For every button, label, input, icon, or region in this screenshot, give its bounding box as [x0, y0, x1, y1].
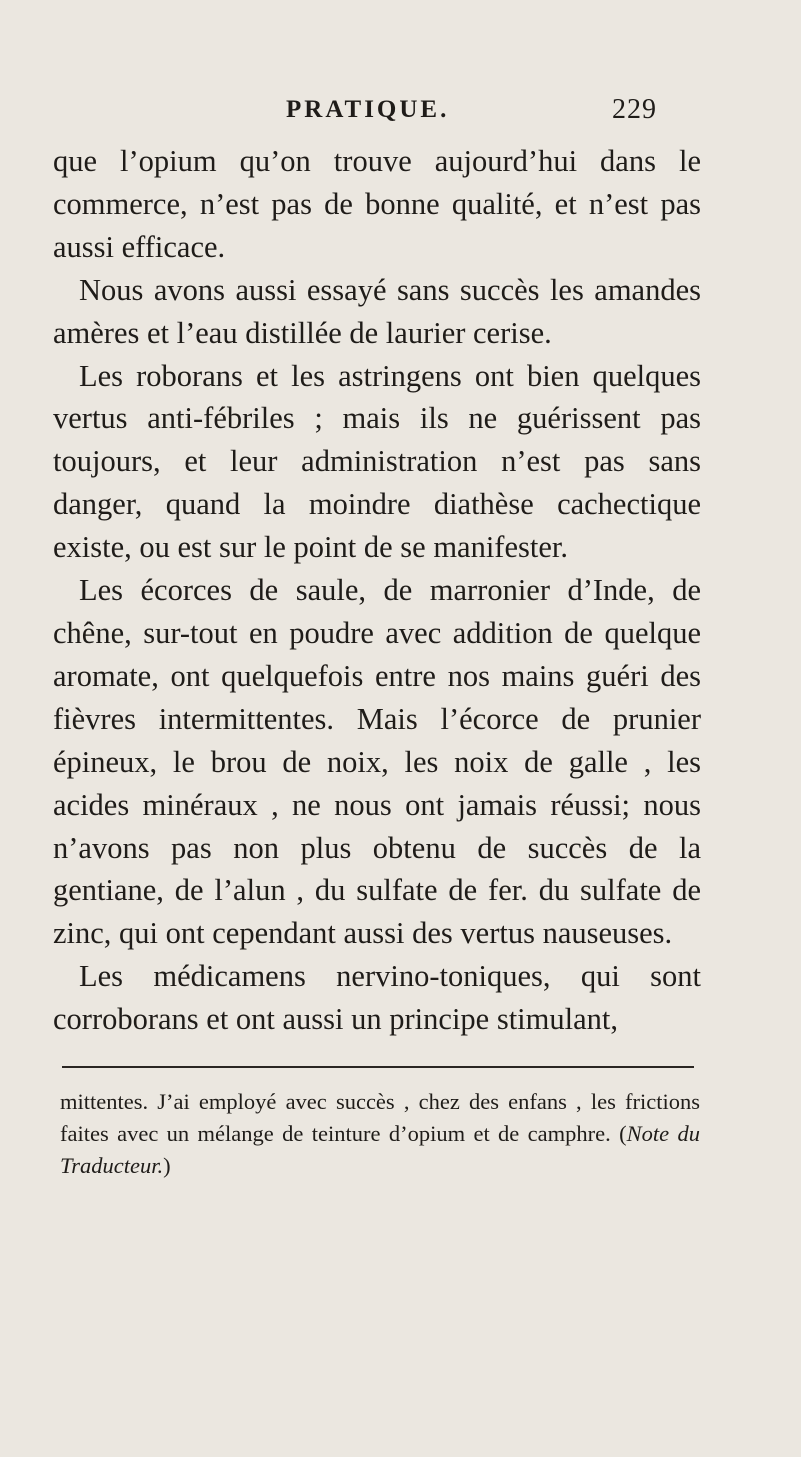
footnote-text: mittentes. J’ai employé avec succès , chez des enfans , les frictions faites avec un mélange de teinture d’opium et de camphre. ( [60, 1089, 700, 1146]
body-text [53, 140, 701, 1041]
paragraph-continuation: que l’opium qu’on trouve aujourd’hui dans le commerce, n’est pas de bonne qualité, et n’est pas aussi efficace. [53, 144, 701, 264]
page-number: 229 [612, 94, 657, 125]
footnote-close: ) [163, 1153, 171, 1178]
footnote-attribution: Note du Traducteur. [60, 1121, 700, 1178]
header-title: PRATIQUE. [286, 96, 450, 123]
running-header [286, 96, 706, 136]
paragraph: Les roborans et les astringens ont bien quelques vertus anti-fébriles ; mais ils ne guérissent pas toujours, et leur administration n’est pas sans danger, quand la moindre diathèse cachectique existe, ou est sur le point de se manifester. [53, 358, 701, 565]
paragraph: Les écorces de saule, de marronier d’Inde, de chêne, sur-tout en poudre avec addition de quelque aromate, ont quelquefois entre nos mains guéri des fièvres intermittentes. Mais l’écorce de prunier épineux, le brou de noix, les noix de galle , les acides minéraux , ne nous ont jamais réussi; nous n’avons pas non plus obtenu de succès de la gentiane, de l’alun , du sulfate de fer. du sulfate de zinc, qui ont cependant aussi des vertus nauseuses. [53, 573, 701, 951]
paragraph: Nous avons aussi essayé sans succès les amandes amères et l’eau distillée de laurier cerise. [53, 272, 701, 350]
footnote [60, 1086, 700, 1182]
footnote-divider [62, 1066, 694, 1068]
paragraph: Les médicamens nervino-toniques, qui sont corroborans et ont aussi un principe stimulant, [53, 959, 701, 1037]
